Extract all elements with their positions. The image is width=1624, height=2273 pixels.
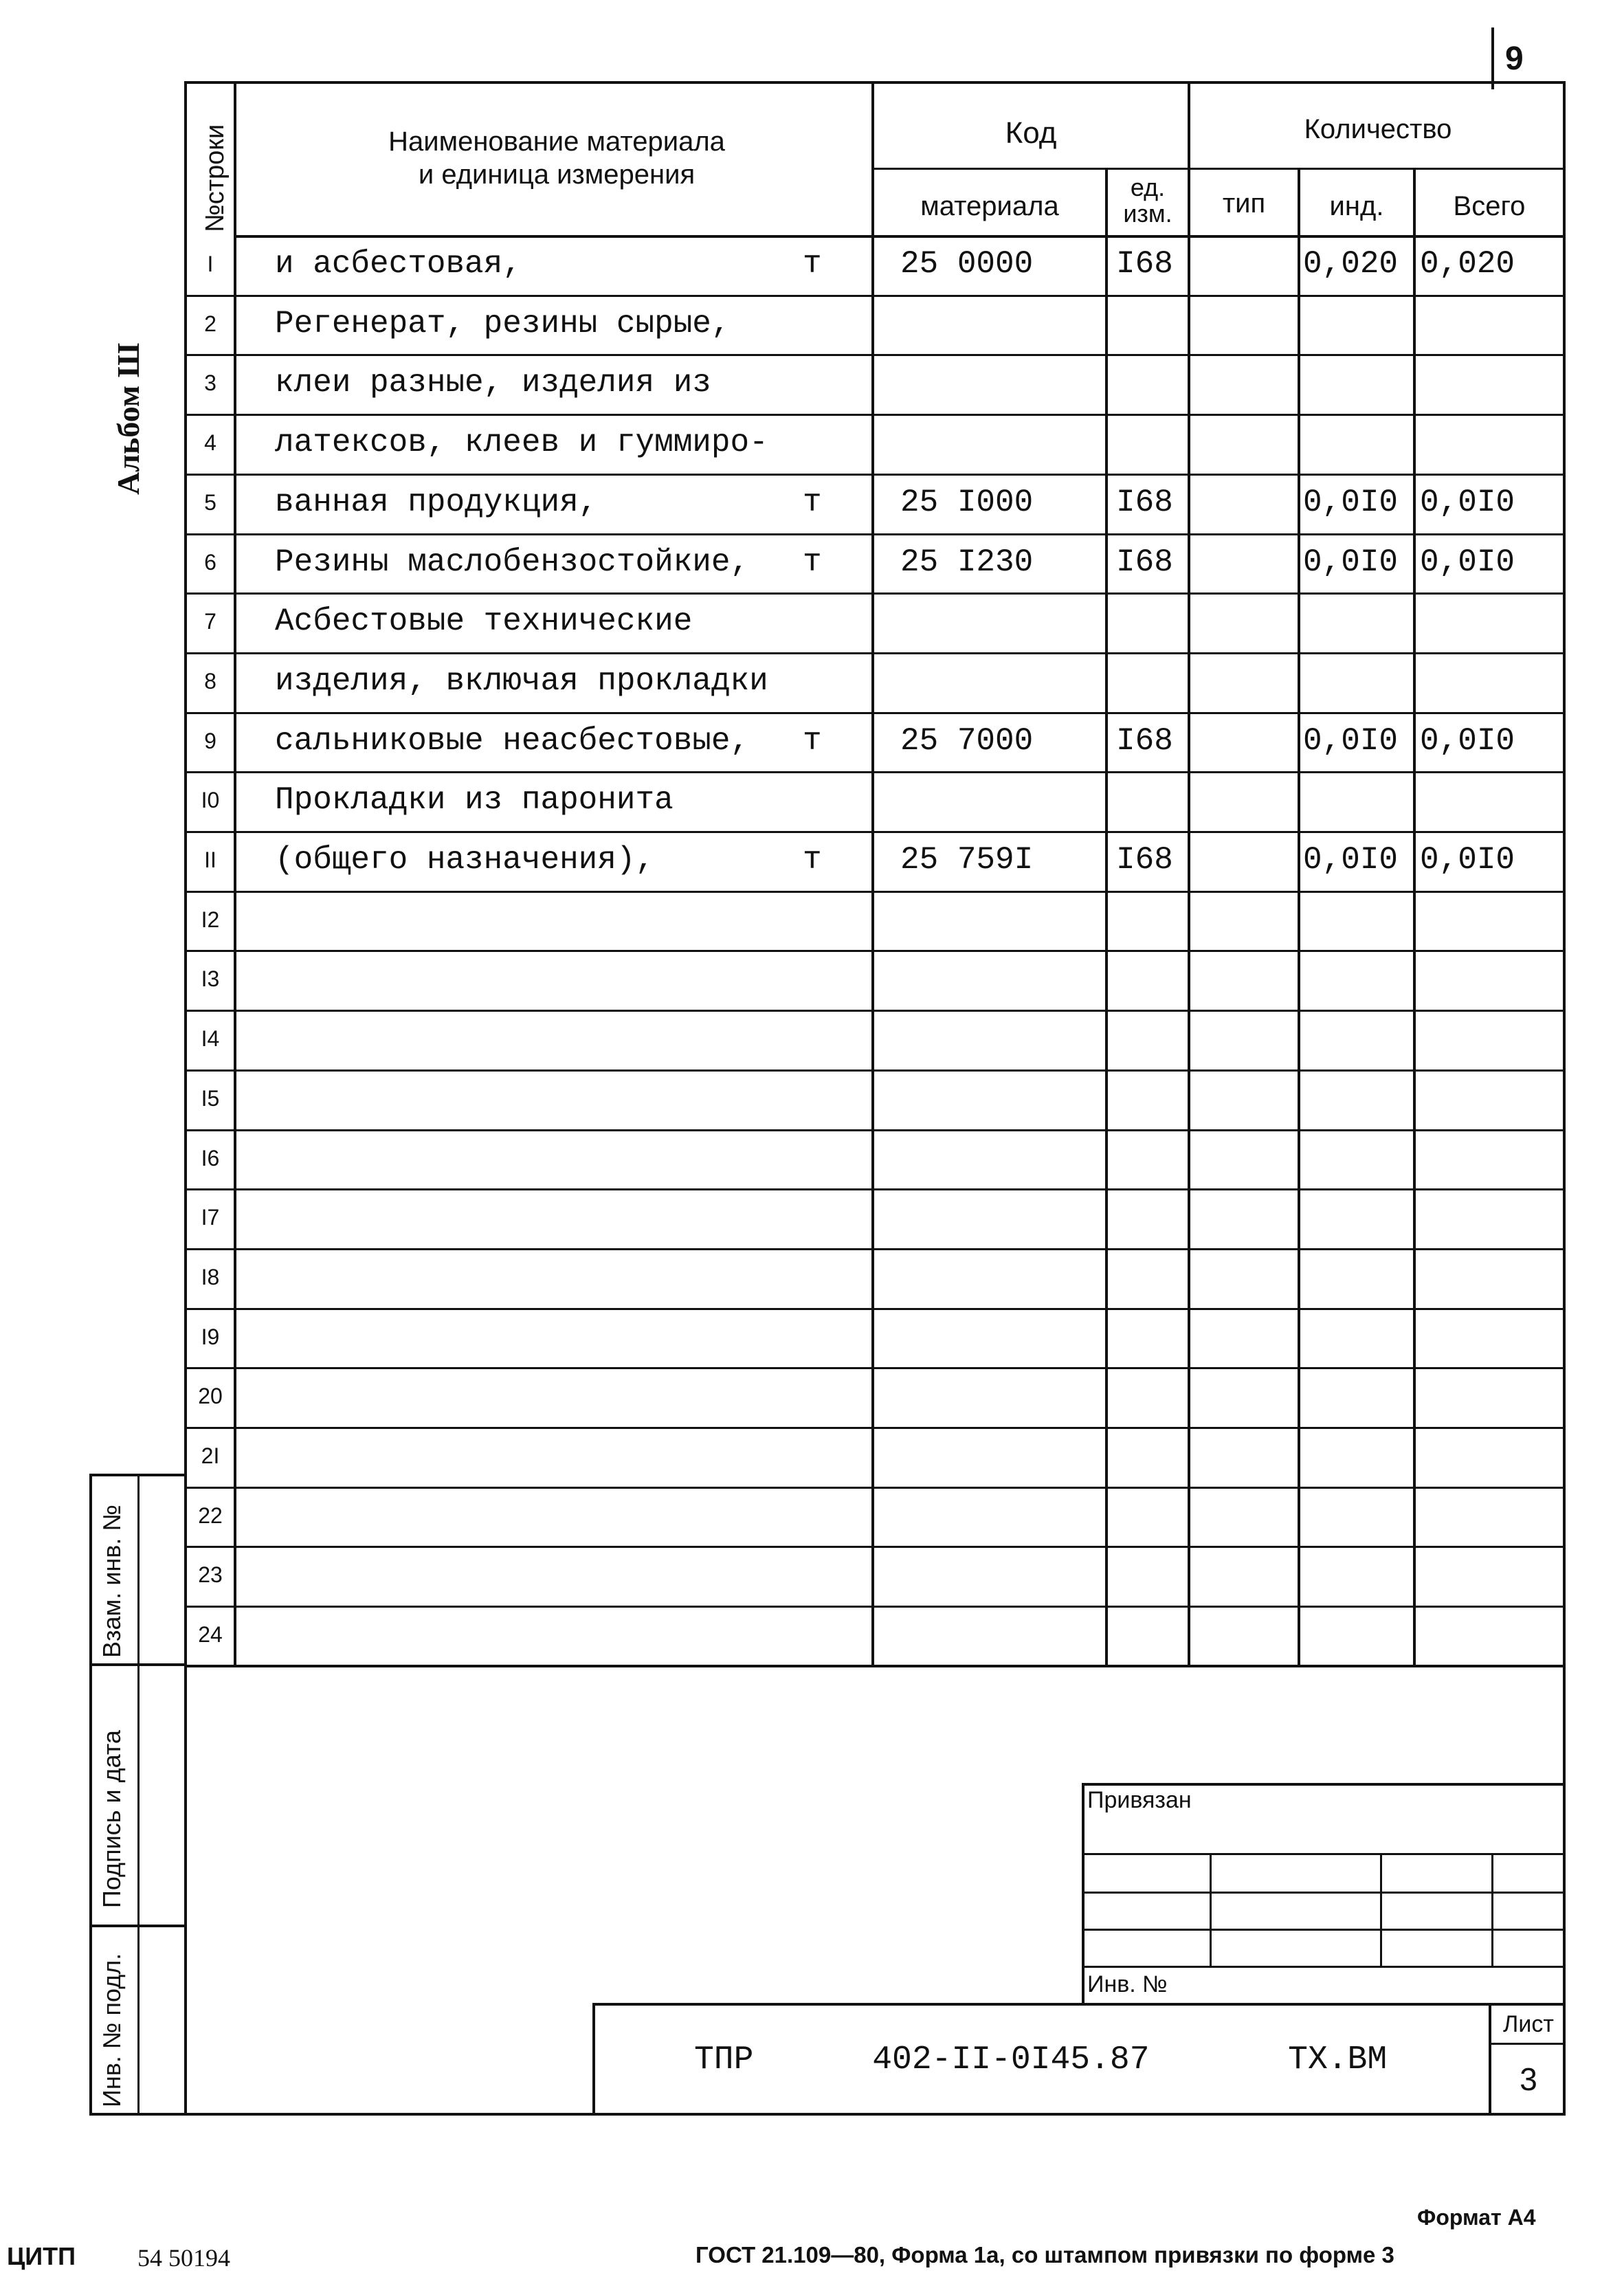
code-unit-header: ед. изм.: [1123, 173, 1172, 228]
sheet-number: 3: [1520, 2061, 1537, 2097]
row-number: I9: [201, 1324, 220, 1349]
cell-code: 25 759I: [900, 842, 1034, 878]
row-number: I8: [201, 1265, 220, 1289]
row-number: 8: [204, 669, 216, 694]
row-number: 2I: [201, 1443, 220, 1468]
page-number: 9: [1505, 41, 1524, 77]
cell-name: Регенерат, резины сырые,: [275, 306, 731, 342]
row-number: 5: [204, 490, 216, 515]
cell-name: (общего назначения),: [275, 842, 655, 878]
cell-name: латексов, клеев и гуммиро-: [275, 425, 768, 461]
row-number: 23: [198, 1562, 223, 1587]
inv-number-label: Инв. №: [1087, 1971, 1168, 1997]
row-number: I4: [201, 1026, 220, 1051]
inv-podl-label: Инв. № подл.: [98, 1953, 126, 2107]
row-divider: [184, 652, 1566, 654]
row-number: I7: [201, 1205, 220, 1230]
row-number: 7: [204, 609, 216, 634]
cell-u: т: [803, 485, 822, 520]
row-number: I2: [201, 907, 220, 932]
cell-code: 25 I000: [900, 485, 1034, 520]
row-divider: [184, 1427, 1566, 1429]
privyazan-label: Привязан: [1087, 1787, 1192, 1813]
row-divider: [184, 712, 1566, 714]
row-number: I5: [201, 1086, 220, 1111]
cell-name: сальниковые неасбестовые,: [275, 723, 750, 759]
cell-unit: I68: [1116, 246, 1173, 282]
row-number: I0: [201, 788, 220, 812]
cell-unit: I68: [1116, 485, 1173, 520]
row-number: 6: [204, 550, 216, 575]
quantity-ind-header: инд.: [1329, 191, 1384, 221]
cell-ind: 0,020: [1303, 246, 1399, 282]
signature-date-label: Подпись и дата: [98, 1730, 126, 1908]
cell-total: 0,0I0: [1420, 544, 1515, 580]
row-divider: [184, 891, 1566, 893]
row-number: 20: [198, 1384, 223, 1408]
cell-name: ванная продукция,: [275, 485, 598, 520]
cell-code: 25 7000: [900, 723, 1034, 759]
document-code: ТПР 402-II-0I45.87 ТХ.ВМ: [694, 2041, 1388, 2078]
cell-ind: 0,0I0: [1303, 723, 1399, 759]
footer-org: ЦИТП: [7, 2242, 76, 2270]
quantity-total-header: Всего: [1453, 191, 1526, 221]
sheet-label: Лист: [1503, 2011, 1554, 2037]
row-divider: [184, 1308, 1566, 1310]
row-divider: [184, 1248, 1566, 1250]
row-divider: [184, 1129, 1566, 1131]
footer-format: Формат А4: [1417, 2205, 1536, 2230]
row-divider: [184, 295, 1566, 297]
row-divider: [184, 771, 1566, 773]
cell-name: клеи разные, изделия из: [275, 365, 711, 401]
cell-u: т: [803, 723, 822, 759]
row-divider: [184, 950, 1566, 952]
quantity-type-header: тип: [1222, 188, 1266, 219]
row-divider: [184, 1010, 1566, 1012]
cell-name: Асбестовые технические: [275, 603, 693, 639]
footer-order: 54 50194: [137, 2244, 230, 2272]
row-divider: [184, 592, 1566, 595]
cell-ind: 0,0I0: [1303, 485, 1399, 520]
cell-total: 0,0I0: [1420, 723, 1515, 759]
footer-gost: ГОСТ 21.109—80, Форма 1а, со штампом привязки по форме 3: [696, 2242, 1394, 2268]
row-number: I6: [201, 1146, 220, 1171]
cell-name: и асбестовая,: [275, 246, 522, 282]
cell-u: т: [803, 246, 822, 282]
row-number: 22: [198, 1503, 223, 1528]
row-divider: [184, 1487, 1566, 1489]
row-number: 9: [204, 729, 216, 753]
row-divider: [184, 1188, 1566, 1190]
row-divider: [184, 1546, 1566, 1548]
cell-total: 0,0I0: [1420, 485, 1515, 520]
row-divider: [184, 354, 1566, 356]
cell-u: т: [803, 842, 822, 878]
row-number: 3: [204, 370, 216, 395]
row-divider: [184, 1367, 1566, 1369]
cell-name: изделия, включая прокладки: [275, 663, 768, 699]
cell-u: т: [803, 544, 822, 580]
quantity-group-header: Количество: [1304, 114, 1452, 144]
cell-unit: I68: [1116, 544, 1173, 580]
code-group-header: Код: [1005, 116, 1057, 150]
row-number: 2: [204, 311, 216, 336]
cell-name: Прокладки из паронита: [275, 782, 674, 818]
row-number: 24: [198, 1622, 223, 1647]
cell-unit: I68: [1116, 723, 1173, 759]
row-number: I: [207, 252, 214, 276]
cell-code: 25 I230: [900, 544, 1034, 580]
name-column-header: Наименование материала и единица измерения: [388, 126, 725, 190]
row-divider: [184, 1606, 1566, 1608]
cell-ind: 0,0I0: [1303, 842, 1399, 878]
row-divider: [184, 414, 1566, 416]
album-label: Альбом Ш: [111, 342, 146, 495]
cell-unit: I68: [1116, 842, 1173, 878]
cell-ind: 0,0I0: [1303, 544, 1399, 580]
cell-code: 25 0000: [900, 246, 1034, 282]
vzam-inv-label: Взам. инв. №: [98, 1504, 126, 1658]
row-number: 4: [204, 430, 216, 455]
code-material-header: материала: [920, 191, 1059, 221]
row-number-header: №строки: [201, 124, 230, 232]
row-divider: [184, 831, 1566, 833]
cell-total: 0,0I0: [1420, 842, 1515, 878]
row-number: I3: [201, 966, 220, 991]
row-divider: [184, 1069, 1566, 1072]
row-divider: [184, 474, 1566, 476]
cell-total: 0,020: [1420, 246, 1515, 282]
cell-name: Резины маслобензостойкие,: [275, 544, 750, 580]
row-number: II: [204, 847, 216, 872]
row-divider: [184, 533, 1566, 535]
